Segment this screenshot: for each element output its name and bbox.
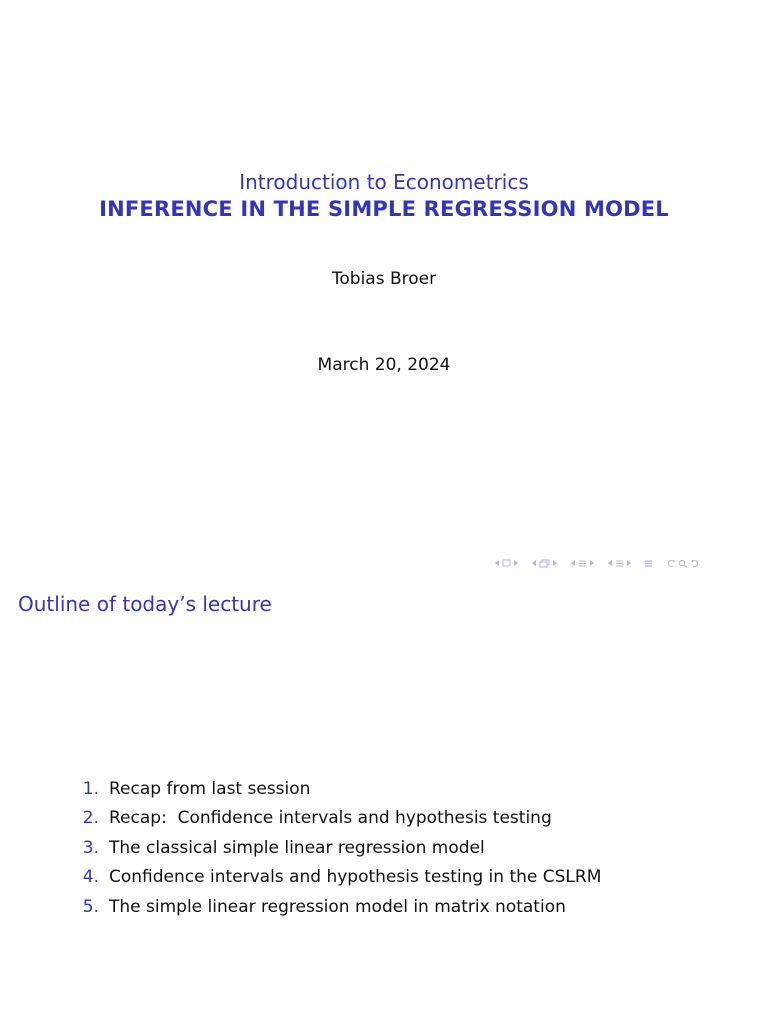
list-item-text: The classical simple linear regression model — [109, 837, 485, 858]
list-item-text: Recap from last session — [109, 778, 311, 799]
list-item — [70, 892, 601, 922]
section-nav-group — [570, 559, 595, 568]
list-item — [70, 804, 601, 834]
presentation-date: March 20, 2024 — [317, 355, 451, 375]
document-icon[interactable] — [644, 559, 653, 568]
frame-left-icon[interactable] — [494, 559, 500, 567]
list-item-number: 2. — [82, 808, 99, 829]
frame-icon[interactable] — [502, 559, 511, 567]
section-icon-2[interactable] — [615, 559, 624, 568]
frame-nav-group — [494, 559, 519, 567]
search-nav-group — [665, 559, 701, 568]
section-left-icon-2[interactable] — [607, 559, 613, 567]
section-nav-group-2 — [607, 559, 632, 568]
subsection-right-icon[interactable] — [552, 559, 558, 567]
section-right-icon-2[interactable] — [626, 559, 632, 567]
back-icon[interactable] — [665, 559, 676, 568]
presentation-subtitle: Introduction to Econometrics — [239, 170, 529, 194]
author-name: Tobias Broer — [331, 269, 437, 289]
outline-list — [70, 774, 601, 922]
list-item — [70, 833, 601, 863]
section-left-icon[interactable] — [570, 559, 576, 567]
subsection-left-icon[interactable] — [531, 559, 537, 567]
frame-right-icon[interactable] — [513, 559, 519, 567]
outline-slide — [0, 576, 768, 1024]
list-item-number: 5. — [82, 896, 99, 917]
list-item-number: 1. — [82, 778, 99, 799]
frame-title: Outline of today’s lecture — [18, 592, 272, 616]
subsection-nav-group — [531, 559, 558, 568]
presentation-title: INFERENCE IN THE SIMPLE REGRESSION MODEL — [99, 197, 669, 221]
list-item-text: Confidence intervals and hypothesis testing in the CSLRM — [109, 867, 602, 888]
list-item-text: Recap: Confidence intervals and hypothesis testing — [109, 808, 552, 829]
subsection-icon[interactable] — [539, 559, 550, 568]
forward-icon[interactable] — [690, 559, 701, 568]
document-nav-group — [644, 559, 653, 568]
search-icon[interactable] — [678, 559, 688, 568]
list-item-number: 4. — [82, 867, 99, 888]
beamer-navigation-bar — [494, 556, 709, 570]
section-right-icon[interactable] — [589, 559, 595, 567]
list-item-text: The simple linear regression model in matrix notation — [109, 896, 566, 917]
list-item — [70, 774, 601, 804]
list-item — [70, 863, 601, 893]
section-icon[interactable] — [578, 559, 587, 568]
list-item-number: 3. — [82, 837, 99, 858]
